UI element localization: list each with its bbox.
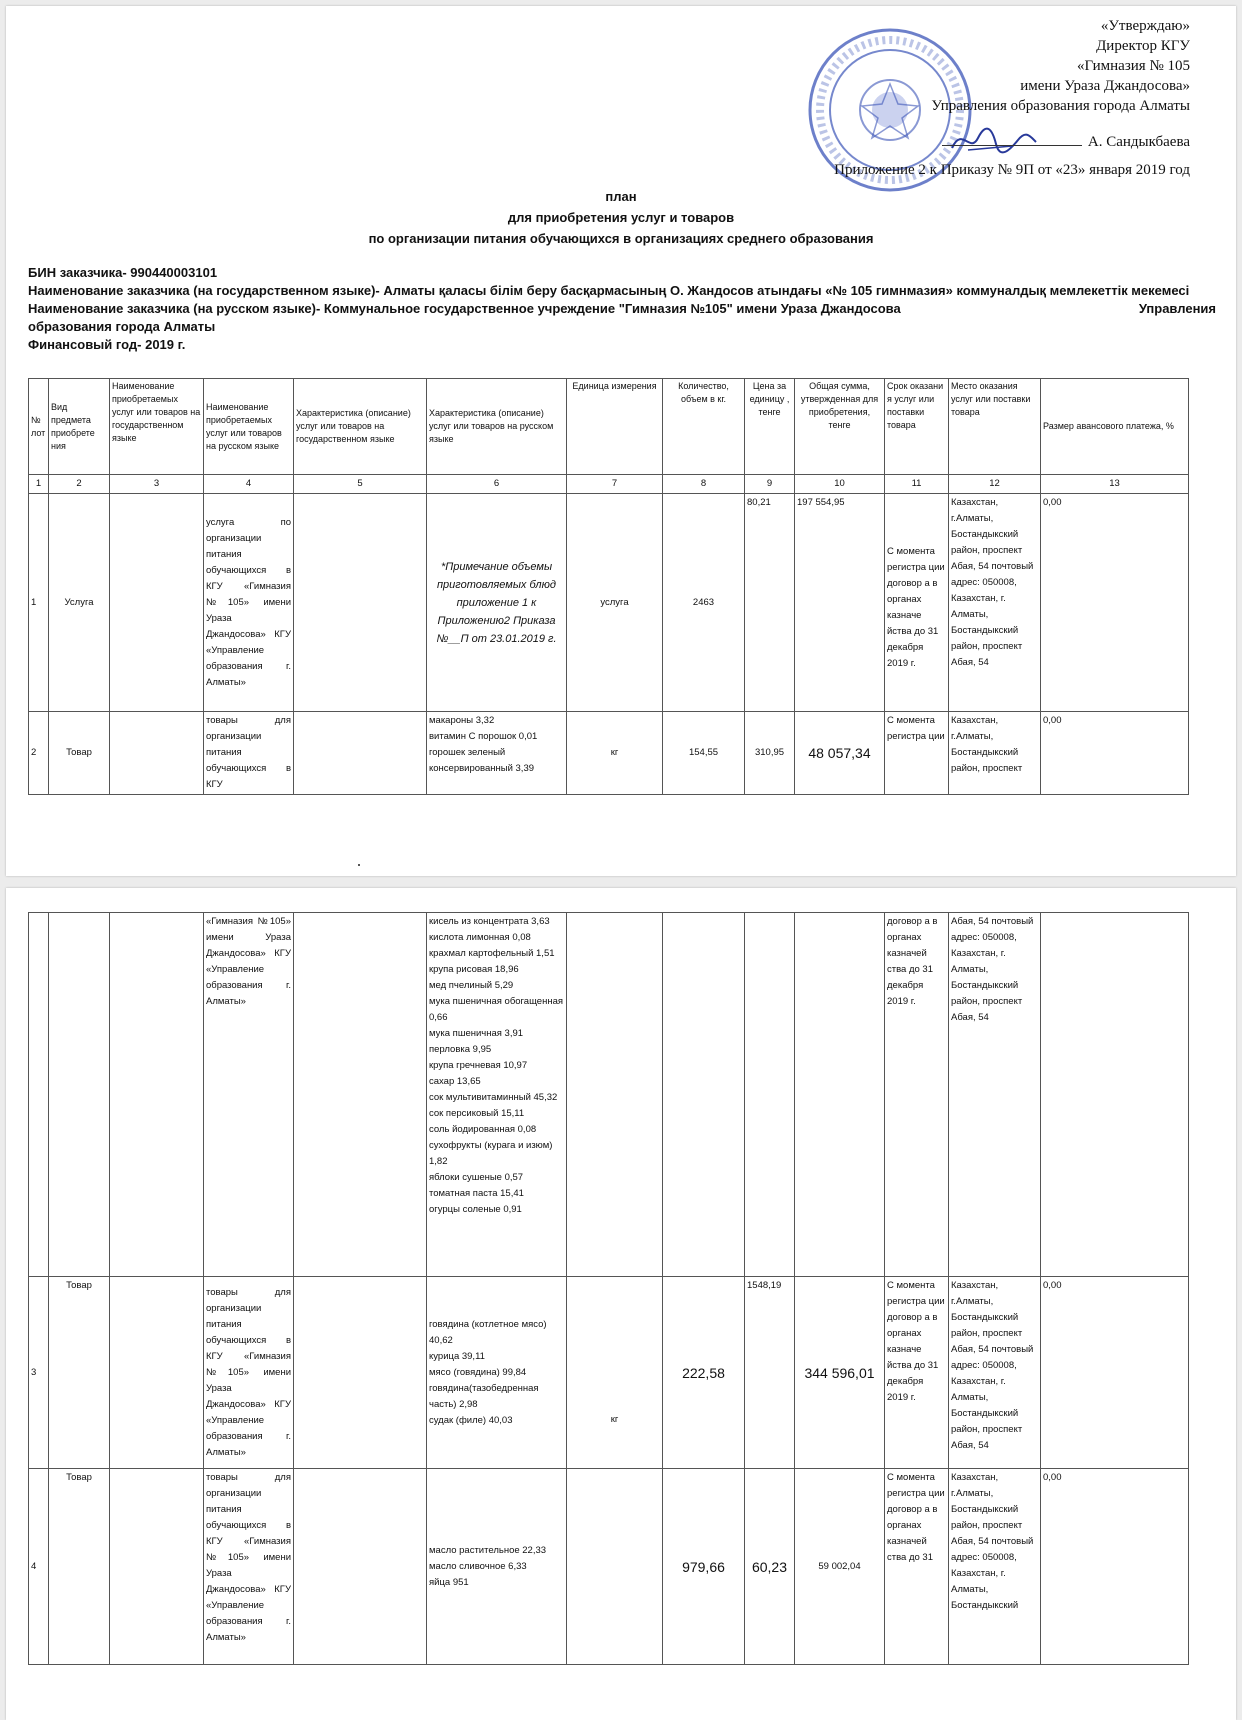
column-number: 4: [204, 475, 294, 494]
lot-total: [795, 913, 885, 1277]
header-cell: Характеристика (описание) услуг или товаров на государственном языке: [294, 379, 427, 475]
lot-total: 197 554,95: [795, 494, 885, 712]
goods-item: масло сливочное 6,33: [429, 1560, 527, 1572]
lot-advance: 0,00: [1041, 1469, 1189, 1665]
lot-name-kz: [110, 1469, 204, 1665]
approval-line: «Гимназия № 105: [1077, 58, 1190, 74]
lot-term: договор а в органах казначей ства до 31 декабря 2019 г.: [885, 913, 949, 1277]
lot-row-1: [29, 494, 1189, 712]
lot-name-kz: [110, 913, 204, 1277]
lot-name-ru: товары для организации питания обучающихся в КГУ: [204, 712, 294, 795]
goods-item: мука пшеничная обогащенная 0,66: [429, 996, 564, 1023]
lot-desc-kz: [294, 1469, 427, 1665]
lot-kind: Товар: [49, 1277, 110, 1469]
lot-desc-ru: [427, 1277, 567, 1469]
column-number-row: [29, 475, 1189, 494]
approval-line: имени Ураза Джандосова»: [1020, 78, 1190, 94]
goods-item: сахар 13,65: [429, 1076, 481, 1087]
lot-desc-kz: [294, 913, 427, 1277]
header-cell: Наименование приобретаемых услуг или товаров на русском языке: [204, 379, 294, 475]
lot-number: 4: [29, 1469, 49, 1665]
goods-item: масло растительное 22,33: [429, 1544, 547, 1556]
lot-row-3: [29, 1277, 1189, 1469]
goods-item: соль йодированная 0,08: [429, 1124, 537, 1135]
goods-item: сок персиковый 15,11: [429, 1108, 525, 1119]
lot-quantity: 154,55: [663, 712, 745, 795]
goods-item: томатная паста 15,41: [429, 1188, 524, 1199]
document-page-2: [6, 888, 1236, 1720]
lot-advance: 0,00: [1041, 1277, 1189, 1469]
lot-advance: 0,00: [1041, 712, 1189, 795]
lot-unit-price: 80,21: [745, 494, 795, 712]
header-cell: Количество, объем в кг.: [663, 379, 745, 475]
lot-name-kz: [110, 712, 204, 795]
goods-item: кислота лимонная 0,08: [429, 932, 531, 943]
lot-place: Абая, 54 почтовый адрес: 050008, Казахстан, г. Алматы, Бостандыкский район, проспект Абая, 54: [949, 913, 1041, 1277]
customer-name-kz: Наименование заказчика (на государственном языке)- Алматы қаласы білім беру басқармасының О. Жандосов атындағы «№ 105 гимнмазия» коммуналдық мемлекеттік мекемесі: [28, 283, 1190, 298]
column-number: 5: [294, 475, 427, 494]
lot-unit-price: [745, 913, 795, 1277]
customer-name-ru-cont: образования города Алматы: [28, 319, 216, 334]
lot-kind: Товар: [49, 712, 110, 795]
lot-name-ru: услуга по организации питания обучающихся в КГУ «Гимназия №105» имени Ураза Джандосова» КГУ «Управление образования г. Алматы»: [204, 494, 294, 712]
header-cell: Характеристика (описание) услуг или товаров на русском языке: [427, 379, 567, 475]
goods-item: яйца 951: [429, 1576, 469, 1588]
column-number: 11: [885, 475, 949, 494]
signer-name: А. Сандыкбаева: [1087, 134, 1190, 150]
procurement-table: [28, 378, 1189, 795]
approval-line: Директор КГУ: [1096, 38, 1190, 54]
lot-number: 2: [29, 712, 49, 795]
goods-item: мука пшеничная 3,91: [429, 1028, 524, 1039]
table-header-row: [29, 379, 1189, 475]
goods-item: витамин С порошок 0,01: [429, 731, 538, 742]
goods-item: горошек зеленый консервированный 3,39: [429, 747, 535, 774]
goods-item: макароны 3,32: [429, 715, 495, 726]
title-line: по организации питания обучающихся в организациях среднего образования: [368, 231, 874, 246]
lot-kind: Товар: [49, 1469, 110, 1665]
lot-quantity: 979,66: [663, 1469, 745, 1665]
lot-desc-kz: [294, 494, 427, 712]
goods-item: крупа гречневая 10,97: [429, 1060, 528, 1071]
lot-number: [29, 913, 49, 1277]
header-cell: Цена за единицу , тенге: [745, 379, 795, 475]
goods-item: перловка 9,95: [429, 1044, 492, 1055]
lot-desc-kz: [294, 1277, 427, 1469]
header-cell: Место оказания услуг или поставки товара: [949, 379, 1041, 475]
lot-term: С момента регистра ции договор а в органах казначе йства до 31 декабря 2019 г.: [885, 494, 949, 712]
header-cell: Вид предмета приобрете ния: [49, 379, 110, 475]
lot-unit: кг: [567, 1277, 663, 1469]
goods-item: курица 39,11: [429, 1350, 485, 1362]
lot-advance: [1041, 913, 1189, 1277]
goods-item: кисель из концентрата 3,63: [429, 916, 550, 927]
lot-desc-ru: *Примечание объемы приготовляемых блюд приложение 1 к Приложению2 Приказа №__П от 23.01.2019 г.: [427, 494, 567, 712]
document-title: [6, 186, 1236, 249]
lot-place: Казахстан, г.Алматы, Бостандыкский район, проспект Абая, 54 почтовый адрес: 050008, Казахстан, г. Алматы, Бостандыкский район, проспект Абая, 54: [949, 494, 1041, 712]
lot-row-4: [29, 1469, 1189, 1665]
customer-bin: БИН заказчика- 990440003101: [28, 265, 218, 280]
lot-place: Казахстан, г.Алматы, Бостандыкский район, проспект: [949, 712, 1041, 795]
header-cell: Срок оказани я услуг или поставки товара: [885, 379, 949, 475]
column-number: 12: [949, 475, 1041, 494]
goods-item: сок мультивитаминный 45,32: [429, 1092, 558, 1103]
lot-place: Казахстан, г.Алматы, Бостандыкский район, проспект Абая, 54 почтовый адрес: 050008, Казахстан, г. Алматы, Бостандыкский: [949, 1469, 1041, 1665]
header-cell: Наименование приобретаемых услуг или товаров на государственном языке: [110, 379, 204, 475]
column-number: 7: [567, 475, 663, 494]
lot-name-ru: товары для организации питания обучающихся в КГУ «Гимназия №105» имени Ураза Джандосова» КГУ «Управление образования г. Алматы»: [204, 1277, 294, 1469]
lot-unit-price: 60,23: [745, 1469, 795, 1665]
procurement-table-continued: [28, 912, 1189, 1665]
approval-line: «Утверждаю»: [1100, 18, 1190, 34]
goods-item: говядина(тазобедренная часть) 2,98: [429, 1382, 539, 1410]
lot-unit: кг: [567, 712, 663, 795]
column-number: 10: [795, 475, 885, 494]
lot-name-kz: [110, 1277, 204, 1469]
document-page-1: [6, 6, 1236, 876]
customer-name-ru: Наименование заказчика (на русском языке)- Коммунальное государственное учреждение "Гимназия №105" имени Ураза Джандосова Управления: [28, 301, 1216, 316]
lot-kind: Услуга: [49, 494, 110, 712]
lot-quantity: 2463: [663, 494, 745, 712]
lot-desc-ru: [427, 712, 567, 795]
lot-term: С момента регистра ции: [885, 712, 949, 795]
lot-unit-price: 310,95: [745, 712, 795, 795]
goods-item: мед пчелиный 5,29: [429, 980, 514, 991]
title-line: для приобретения услуг и товаров: [507, 210, 735, 225]
lot-number: 3: [29, 1277, 49, 1469]
goods-item: сухофрукты (курага и изюм) 1,82: [429, 1140, 553, 1167]
signer-line: [931, 132, 1190, 152]
financial-year: Финансовый год- 2019 г.: [28, 337, 186, 352]
lot-unit-price: 1548,19: [745, 1277, 795, 1469]
goods-item: крахмал картофельный 1,51: [429, 948, 555, 959]
lot-quantity: [663, 913, 745, 1277]
header-cell: Единица измерения: [567, 379, 663, 475]
customer-info: [28, 264, 1216, 354]
lot-desc-kz: [294, 712, 427, 795]
lot-advance: 0,00: [1041, 494, 1189, 712]
header-cell: № лот: [29, 379, 49, 475]
header-cell: Общая сумма, утвержденная для приобретения, тенге: [795, 379, 885, 475]
column-number: 6: [427, 475, 567, 494]
lot-unit: [567, 1469, 663, 1665]
approval-line: Управления образования города Алматы: [931, 98, 1190, 114]
lot-number: 1: [29, 494, 49, 712]
goods-item: судак (филе) 40,03: [429, 1414, 513, 1426]
lot-name-ru: товары для организации питания обучающихся в КГУ «Гимназия №105» имени Ураза Джандосова» КГУ «Управление образования г. Алматы»: [204, 1469, 294, 1665]
lot-total: 59 002,04: [795, 1469, 885, 1665]
lot-term: С момента регистра ции договор а в органах казначей ства до 31: [885, 1469, 949, 1665]
column-number: 2: [49, 475, 110, 494]
header-cell: Размер авансового платежа, %: [1041, 379, 1189, 475]
scan-speck: [358, 864, 360, 866]
goods-item: говядина (котлетное мясо) 40,62: [429, 1318, 547, 1346]
lot-name-kz: [110, 494, 204, 712]
column-number: 3: [110, 475, 204, 494]
lot-place: Казахстан, г.Алматы, Бостандыкский район, проспект Абая, 54 почтовый адрес: 050008, Казахстан, г. Алматы, Бостандыкский район, проспект Абая, 54: [949, 1277, 1041, 1469]
lot-total: 344 596,01: [795, 1277, 885, 1469]
lot-row-2-continued: [29, 913, 1189, 1277]
column-number: 8: [663, 475, 745, 494]
column-number: 9: [745, 475, 795, 494]
lot-name-ru: «Гимназия №105» имени Ураза Джандосова» КГУ «Управление образования г. Алматы»: [204, 913, 294, 1277]
lot-quantity: 222,58: [663, 1277, 745, 1469]
title-line: план: [605, 189, 637, 204]
lot-total: 48 057,34: [795, 712, 885, 795]
lot-unit: [567, 913, 663, 1277]
goods-item: мясо (говядина) 99,84: [429, 1366, 527, 1378]
annex-reference: Приложение 2 к Приказу № 9П от «23» января 2019 год: [834, 162, 1190, 178]
lot-term: С момента регистра ции договор а в органах казначе йства до 31 декабря 2019 г.: [885, 1277, 949, 1469]
goods-item: огурцы соленые 0,91: [429, 1204, 522, 1215]
lot-unit: услуга: [567, 494, 663, 712]
lot-kind: [49, 913, 110, 1277]
column-number: 1: [29, 475, 49, 494]
goods-item: крупа рисовая 18,96: [429, 964, 519, 975]
lot-row-2: [29, 712, 1189, 795]
goods-item: яблоки сушеные 0,57: [429, 1172, 524, 1183]
column-number: 13: [1041, 475, 1189, 494]
lot-desc-ru: [427, 913, 567, 1277]
approval-block: [931, 16, 1190, 152]
lot-desc-ru: [427, 1469, 567, 1665]
